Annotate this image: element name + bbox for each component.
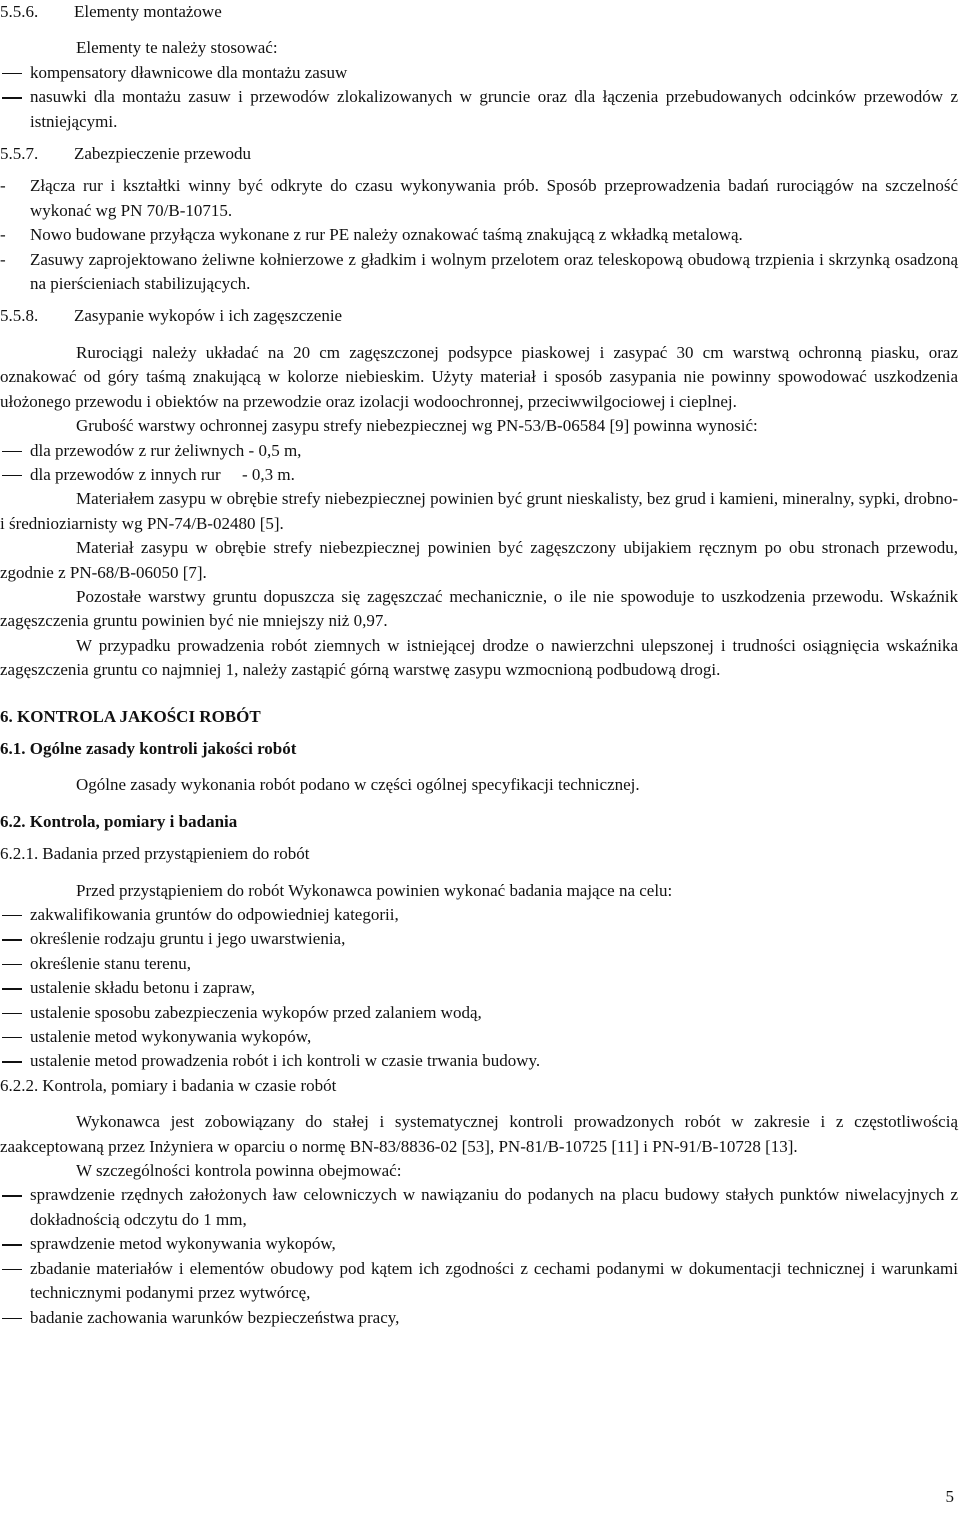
list-item: ustalenie sposobu zabezpieczenia wykopów przed zalaniem wodą,	[0, 1001, 958, 1025]
list-item: nasuwki dla montażu zasuw i przewodów zlokalizowanych w gruncie oraz dla łączenia przebudowanych odcinków przewodów z istniejącymi.	[0, 85, 958, 134]
paragraph: Materiałem zasypu w obrębie strefy niebezpiecznej powinien być grunt nieskalisty, bez grud i kamieni, mineralny, sypki, drobno- i średnioziarnisty wg PN-74/B-02480 [5].	[0, 489, 958, 533]
list-marker: -	[0, 176, 6, 196]
dash-list	[0, 903, 958, 1074]
hyphen-list	[0, 174, 958, 296]
paragraph: Wykonawca jest zobowiązany do stałej i systematycznej kontroli prowadzonych robót w zakresie i z częstotliwością zaakceptowaną przez Inżyniera w oparciu o normę BN-83/8836-02 [53], PN-81/B-10725 [11] i PN-91/B-10728 [13].	[0, 1112, 958, 1156]
paragraph: Materiał zasypu w obrębie strefy niebezpiecznej powinien być zagęszczony ubijakiem ręcznym po obu stronach przewodu, zgodnie z PN-68/B-06050 [7].	[0, 538, 958, 582]
section-heading-6-2-1	[0, 842, 958, 866]
dash-list	[0, 61, 958, 134]
section-title: Badania przed przystąpieniem do robót	[42, 844, 310, 864]
list-item	[0, 174, 958, 223]
section-heading-6-2-2	[0, 1074, 958, 1098]
section-number: 5.5.7.	[0, 144, 39, 164]
list-item: sprawdzenie rzędnych założonych ław celowniczych w nawiązaniu do podanych na placu budowy stałych punktów niwelacyjnych z dokładnością odczytu do 1 mm,	[0, 1183, 958, 1232]
paragraph: Rurociągi należy układać na 20 cm zagęszczonej podsypce piaskowej i zasypać 30 cm warstwą ochronną piasku, oraz oznakować od góry taśmą znakującą w kolorze niebieskim. Użyty materiał i sposób zasypania nie powinny spowodować uszkodzenia ułożonego przewodu i obiektów na przewodzie oraz izolacji wodoochronnej, przeciwwilgociowej i cieplnej.	[0, 342, 958, 411]
section-title: Zabezpieczenie przewodu	[74, 144, 251, 164]
section-heading-5-5-6	[0, 0, 958, 24]
section-heading-6-2: 6.2. Kontrola, pomiary i badania	[0, 811, 238, 831]
list-item-text: Złącza rur i kształtki winny być odkryte do czasu wykonywania prób. Sposób przeprowadzenia badań rurociągów na szczelność wykonać wg PN 70/B-10715.	[30, 176, 958, 220]
chapter-heading: 6. KONTROLA JAKOŚCI ROBÓT	[0, 706, 261, 726]
section-title: Kontrola, pomiary i badania w czasie robót	[42, 1075, 337, 1095]
list-item: badanie zachowania warunków bezpieczeństwa pracy,	[0, 1306, 958, 1330]
section-heading-6-1: 6.1. Ogólne zasady kontroli jakości robót	[0, 738, 297, 758]
section-title: Zasypanie wykopów i ich zagęszczenie	[74, 306, 343, 326]
section-number: 6.2.2.	[0, 1075, 39, 1095]
list-item: zbadanie materiałów i elementów obudowy pod kątem ich zgodności z cechami podanymi w dokumentacji technicznej i warunkami technicznymi podanymi przez wytwórcę,	[0, 1257, 958, 1306]
section-number: 5.5.8.	[0, 306, 39, 326]
paragraph-intro: W szczególności kontrola powinna obejmować:	[76, 1161, 402, 1181]
section-number: 6.2.1.	[0, 844, 39, 864]
list-item: ustalenie metod wykonywania wykopów,	[0, 1025, 958, 1049]
list-item: dla przewodów z rur żeliwnych - 0,5 m,	[0, 439, 958, 463]
list-item: kompensatory dławnicowe dla montażu zasuw	[0, 61, 958, 85]
section-number: 5.5.6.	[0, 2, 39, 21]
list-item: sprawdzenie metod wykonywania wykopów,	[0, 1232, 958, 1256]
list-item: ustalenie metod prowadzenia robót i ich kontroli w czasie trwania budowy.	[0, 1049, 958, 1073]
list-item: określenie rodzaju gruntu i jego uwarstwienia,	[0, 927, 958, 951]
list-item: ustalenie składu betonu i zapraw,	[0, 976, 958, 1000]
paragraph: Pozostałe warstwy gruntu dopuszcza się zagęszczać mechanicznie, o ile nie spowoduje to uszkodzenia przewodu. Wskaźnik zagęszczenia gruntu powinien być nie mniejszy niż 0,97.	[0, 586, 958, 631]
section-heading-5-5-8	[0, 304, 958, 328]
list-item: określenie stanu terenu,	[0, 952, 958, 976]
list-item	[0, 223, 958, 247]
list-marker: -	[0, 225, 6, 245]
list-marker: -	[0, 249, 6, 269]
dash-list	[0, 439, 958, 488]
dash-list	[0, 1183, 958, 1329]
paragraph: Grubość warstwy ochronnej zasypu strefy niebezpiecznej wg PN-53/B-06584 [9] powinna wynosić:	[76, 416, 758, 436]
list-item: dla przewodów z innych rur - 0,3 m.	[0, 463, 958, 487]
paragraph-intro: Elementy te należy stosować:	[76, 38, 278, 58]
list-item-text: Nowo budowane przyłącza wykonane z rur PE należy oznakować taśmą znakującą z wkładką metalową.	[30, 225, 743, 245]
list-item	[0, 248, 958, 297]
list-item-text: Zasuwy zaprojektowano żeliwne kołnierzowe z gładkim i wolnym przelotem oraz teleskopową obudową trzpienia i skrzynką osadzoną na pierścieniach stabilizujących.	[30, 249, 958, 294]
paragraph: Ogólne zasady wykonania robót podano w części ogólnej specyfikacji technicznej.	[76, 775, 640, 795]
list-item: zakwalifikowania gruntów do odpowiedniej kategorii,	[0, 903, 958, 927]
paragraph-intro: Przed przystąpieniem do robót Wykonawca powinien wykonać badania mające na celu:	[76, 880, 673, 900]
section-heading-5-5-7	[0, 142, 958, 166]
page-number: 5	[945, 1487, 954, 1506]
paragraph: W przypadku prowadzenia robót ziemnych w istniejącej drodze o nawierzchni ulepszonej i trudności osiągnięcia wskaźnika zagęszczenia gruntu co najmniej 1, należy zastąpić górną warstwę zasypu wzmocnioną podbudową drogi.	[0, 635, 958, 680]
section-title: Elementy montażowe	[74, 2, 222, 21]
